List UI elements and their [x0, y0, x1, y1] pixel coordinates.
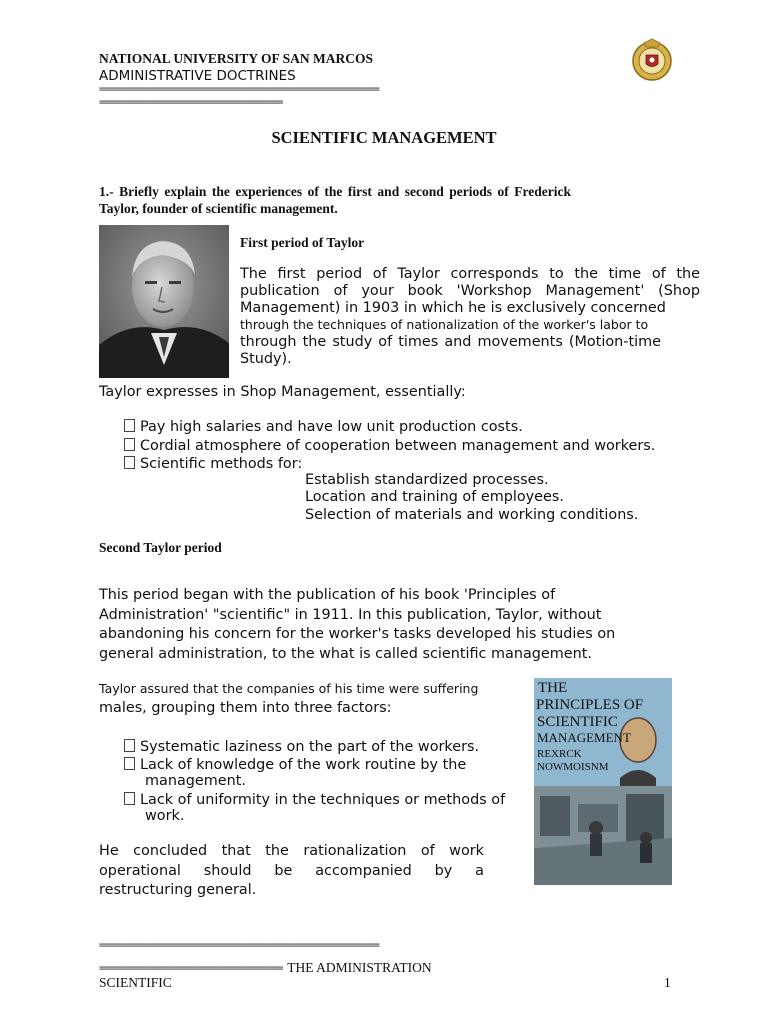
sub-item: Establish standardized processes. [305, 472, 549, 488]
factor-item: Lack of uniformity in the techniques or methods of [124, 792, 509, 808]
course-name: ADMINISTRATIVE DOCTRINES [99, 68, 296, 84]
bullet-item: Pay high salaries and have low unit production costs. [124, 419, 523, 435]
bullet-item: Scientific methods for: [124, 456, 302, 472]
university-seal-logo [630, 37, 674, 83]
second-period-heading: Second Taylor period [99, 540, 222, 555]
book-cover-title-line: MANAGEMENT [537, 730, 631, 745]
sub-item: Selection of materials and working conditions. [305, 507, 639, 523]
sub-item: Location and training of employees. [305, 489, 564, 505]
book-cover-image [534, 678, 672, 885]
companies-paragraph-end: males, grouping them into three factors: [99, 700, 392, 716]
first-period-paragraph-small: through the techniques of nationalization of the worker's labor to [240, 317, 649, 332]
book-cover-title-line: SCIENTIFIC [537, 714, 618, 730]
shop-management-intro: Taylor expresses in Shop Management, essentially: [99, 384, 466, 400]
question-text: 1.- Briefly explain the experiences of the first and second periods of Frederick Taylor, founder of scientific management. [99, 184, 571, 216]
checkbox-bullet-icon [124, 456, 135, 469]
footer-rule-top: ========================================================== [99, 940, 379, 951]
header-rule-bottom: ====================================== [99, 97, 283, 108]
footer-label-continuation: SCIENTIFIC [99, 975, 172, 990]
frederick-taylor-portrait [99, 225, 229, 378]
checkbox-bullet-icon [124, 438, 135, 451]
header-rule-top: ========================================================== [99, 84, 379, 95]
footer-line [99, 957, 432, 976]
first-period-heading: First period of Taylor [240, 235, 365, 250]
book-cover-author-line: REXRCK [537, 748, 582, 760]
factor-item: Systematic laziness on the part of the workers. [124, 739, 479, 755]
checkbox-bullet-icon [124, 792, 135, 805]
second-period-paragraph: This period began with the publication of his book 'Principles of Administration' "scientific" in 1911. In this publication, Taylor, without abandoning his concern for the worker's tasks developed his studies on general administration, to the what is called scientific management. [99, 587, 616, 662]
page-number: 1 [664, 975, 671, 990]
companies-paragraph-small: Taylor assured that the companies of his time were suffering [99, 681, 479, 696]
checkbox-bullet-icon [124, 739, 135, 752]
first-period-paragraph: The first period of Taylor corresponds to the time of the publication of your book 'Workshop Management' (Shop Management) in 1903 in which he is exclusively concerned [240, 266, 700, 316]
factor-item: Lack of knowledge of the work routine by the [124, 757, 466, 773]
checkbox-bullet-icon [124, 757, 135, 770]
factor-item-continuation: management. [145, 773, 246, 789]
first-period-paragraph-end: through the study of times and movements (Motion-time Study). [240, 334, 661, 367]
conclusion-paragraph: He concluded that the rationalization of work operational should be accompanied by a restructuring general. [99, 843, 484, 898]
footer-label: THE ADMINISTRATION [287, 960, 432, 975]
factor-item-continuation: work. [145, 808, 185, 824]
document-title: SCIENTIFIC MANAGEMENT [271, 128, 497, 147]
university-name: NATIONAL UNIVERSITY OF SAN MARCOS [99, 51, 374, 66]
book-cover-title-line: PRINCIPLES OF [536, 697, 644, 713]
footer-rule-bottom: ====================================== [99, 963, 283, 974]
book-cover-title-line: THE [538, 680, 568, 696]
bullet-item: Cordial atmosphere of cooperation between management and workers. [124, 438, 655, 454]
book-cover-author-line: NOWMOISNM [537, 761, 609, 773]
checkbox-bullet-icon [124, 419, 135, 432]
